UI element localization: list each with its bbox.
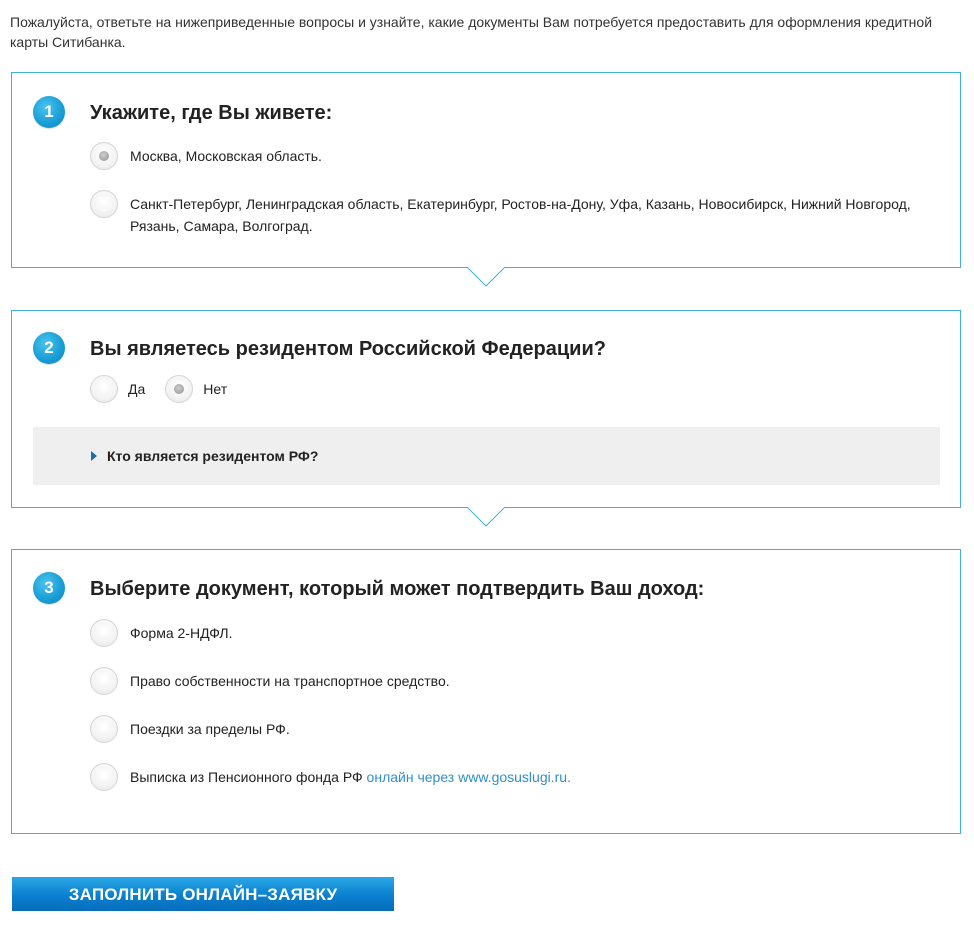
- option-2ndfl[interactable]: [90, 622, 233, 647]
- fill-online-application-button[interactable]: ЗАПОЛНИТЬ ОНЛАЙН–ЗАЯВКУ: [12, 877, 394, 911]
- option-regions[interactable]: [90, 193, 930, 237]
- step-number-badge: 1: [33, 96, 65, 128]
- option-label[interactable]: [130, 766, 571, 788]
- question-title: Вы являетесь резидентом Российской Федерации?: [90, 338, 606, 360]
- question-title: Выберите документ, который может подтвердить Ваш доход:: [90, 578, 705, 600]
- option-label[interactable]: Москва, Московская область.: [130, 148, 322, 164]
- step-number-badge: 2: [33, 332, 65, 364]
- question-title: Укажите, где Вы живете:: [90, 102, 333, 124]
- option-vehicle-ownership[interactable]: [90, 670, 450, 695]
- radio-button[interactable]: [90, 375, 118, 403]
- question-panel-location: [11, 72, 961, 268]
- option-label[interactable]: Поездки за пределы РФ.: [130, 721, 290, 737]
- radio-button[interactable]: [90, 763, 118, 791]
- radio-button[interactable]: [90, 715, 118, 743]
- option-yes[interactable]: [90, 375, 145, 403]
- intro-text: Пожалуйста, ответьте на нижеприведенные вопросы и узнайте, какие документы Вам потребуется предоставить для оформления кредитной карты Ситибанка.: [10, 14, 933, 50]
- faq-label[interactable]: Кто является резидентом РФ?: [107, 448, 319, 464]
- option-label[interactable]: Право собственности на транспортное средство.: [130, 673, 450, 689]
- radio-button[interactable]: [165, 375, 193, 403]
- step-connector-arrow: [467, 507, 505, 526]
- option-label[interactable]: Форма 2-НДФЛ.: [130, 625, 233, 641]
- option-pension-fund[interactable]: [90, 766, 571, 791]
- residency-options: [90, 375, 247, 403]
- link-suffix: .: [567, 769, 571, 785]
- radio-button[interactable]: [90, 142, 118, 170]
- option-text: Выписка из Пенсионного фонда РФ: [130, 769, 363, 785]
- option-label[interactable]: Санкт-Петербург, Ленинградская область, Екатеринбург, Ростов-на-Дону, Уфа, Казань, Новосибирск, Нижний Новгород, Рязань, Самара, Волгоград.: [130, 196, 911, 234]
- question-panel-income-document: [11, 549, 961, 834]
- option-label[interactable]: Да: [128, 381, 146, 397]
- step-connector-arrow: [467, 267, 505, 286]
- resident-faq-toggle[interactable]: [33, 427, 940, 485]
- step-number-badge: 3: [33, 572, 65, 604]
- radio-button[interactable]: [90, 667, 118, 695]
- radio-button[interactable]: [90, 190, 118, 218]
- option-no[interactable]: [165, 375, 227, 403]
- question-panel-residency: [11, 310, 961, 508]
- caret-right-icon: [91, 451, 97, 461]
- option-label[interactable]: Нет: [203, 381, 228, 397]
- option-travel-abroad[interactable]: [90, 718, 290, 743]
- option-moscow[interactable]: [90, 145, 322, 170]
- radio-button[interactable]: [90, 619, 118, 647]
- gosuslugi-link[interactable]: онлайн через www.gosuslugi.ru: [366, 769, 568, 785]
